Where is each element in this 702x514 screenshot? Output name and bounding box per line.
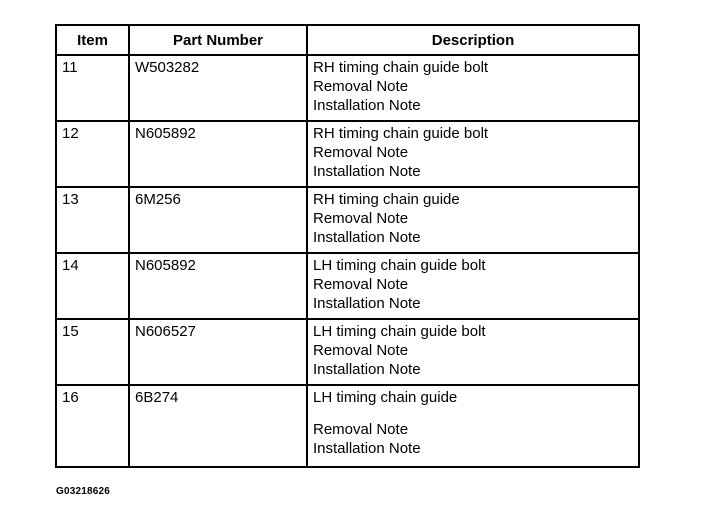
description-cell	[307, 319, 639, 385]
table-row	[56, 121, 639, 187]
description-cell	[307, 121, 639, 187]
item-cell: 12	[56, 121, 129, 187]
removal-note: Removal Note	[313, 210, 409, 227]
table-header-row	[56, 25, 639, 55]
description-cell	[307, 187, 639, 253]
description-line: LH timing chain guide bolt	[313, 323, 486, 340]
description-line: RH timing chain guide	[313, 191, 460, 208]
removal-note: Removal Note	[313, 421, 409, 438]
item-cell: 15	[56, 319, 129, 385]
installation-note: Installation Note	[313, 163, 421, 180]
table-row	[56, 187, 639, 253]
part-number-cell: 6B274	[129, 385, 307, 467]
parts-table	[55, 24, 640, 468]
installation-note: Installation Note	[313, 440, 421, 457]
item-cell: 14	[56, 253, 129, 319]
table-row	[56, 385, 639, 467]
item-cell: 11	[56, 55, 129, 121]
item-cell: 16	[56, 385, 129, 467]
item-cell: 13	[56, 187, 129, 253]
removal-note: Removal Note	[313, 78, 409, 95]
part-number-cell: N605892	[129, 121, 307, 187]
removal-note: Removal Note	[313, 342, 409, 359]
installation-note: Installation Note	[313, 361, 421, 378]
part-number-cell: W503282	[129, 55, 307, 121]
removal-note: Removal Note	[313, 144, 409, 161]
installation-note: Installation Note	[313, 97, 421, 114]
description-line: RH timing chain guide bolt	[313, 59, 489, 76]
description-line: RH timing chain guide bolt	[313, 125, 489, 142]
part-number-cell: N605892	[129, 253, 307, 319]
removal-note: Removal Note	[313, 276, 409, 293]
column-header-part-number: Part Number	[129, 25, 307, 55]
figure-id: G03218626	[56, 486, 111, 497]
description-cell	[307, 253, 639, 319]
table-row	[56, 55, 639, 121]
description-cell	[307, 55, 639, 121]
installation-note: Installation Note	[313, 229, 421, 246]
table-row	[56, 253, 639, 319]
table-row	[56, 319, 639, 385]
description-cell	[307, 385, 639, 467]
column-header-item: Item	[56, 25, 129, 55]
part-number-cell: 6M256	[129, 187, 307, 253]
description-line: LH timing chain guide bolt	[313, 257, 486, 274]
column-header-description: Description	[307, 25, 639, 55]
part-number-cell: N606527	[129, 319, 307, 385]
description-line: LH timing chain guide	[313, 389, 458, 406]
installation-note: Installation Note	[313, 295, 421, 312]
